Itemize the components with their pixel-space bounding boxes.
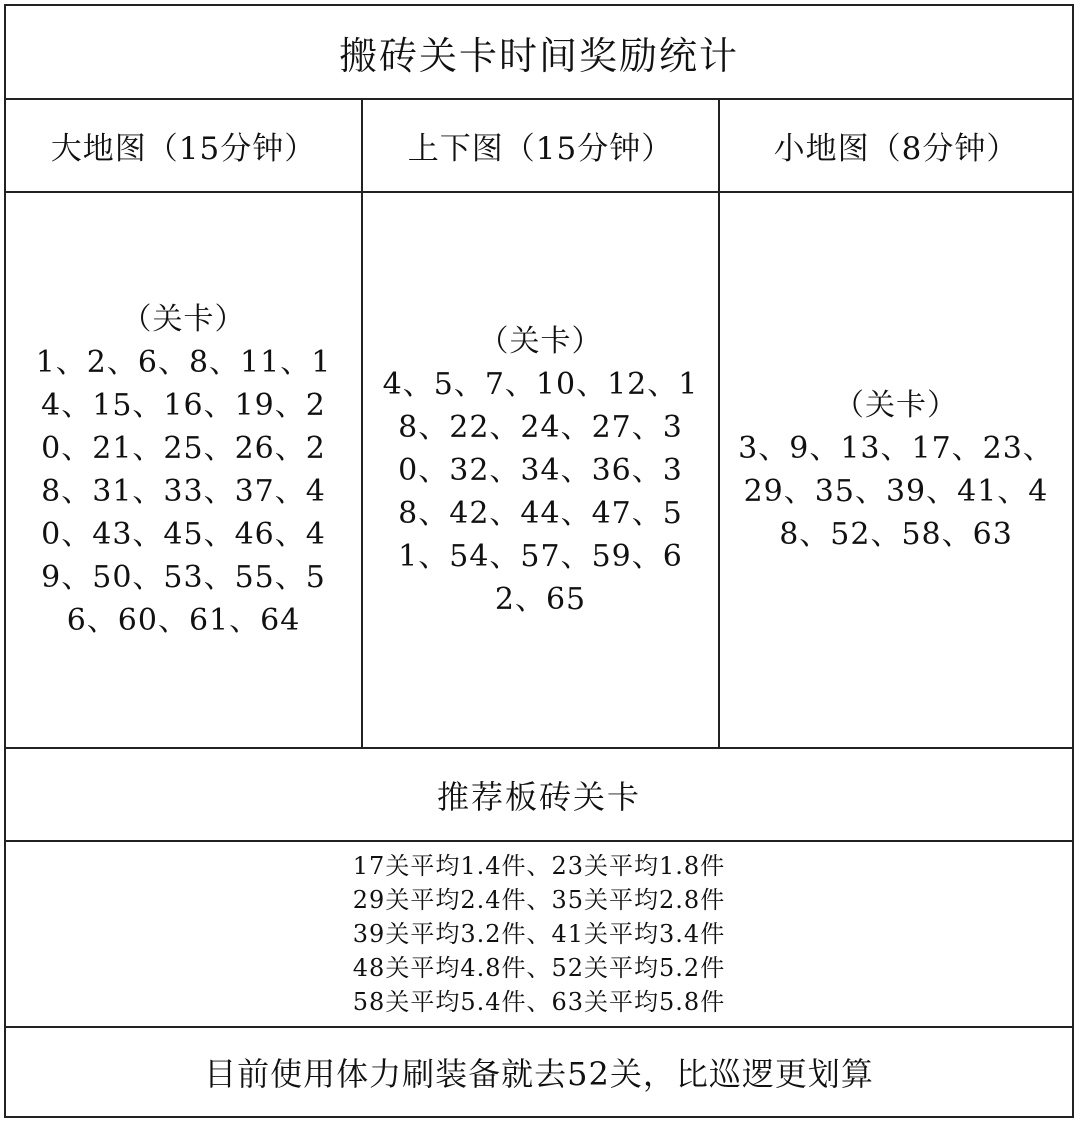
stats-table xyxy=(4,4,1074,1118)
recommend-header-row xyxy=(6,749,1072,842)
levels-label: （关卡） xyxy=(834,388,958,423)
levels-row xyxy=(6,193,1072,749)
footer-note: 目前使用体力刷装备就去52关，比巡逻更划算 xyxy=(204,1055,874,1093)
average-line: 39关平均3.2件、41关平均3.4件 xyxy=(352,920,726,948)
levels-label: （关卡） xyxy=(121,302,246,337)
levels-big-map xyxy=(6,193,363,747)
average-line: 58关平均5.4件、63关平均5.8件 xyxy=(352,988,726,1016)
average-line: 17关平均1.4件、23关平均1.8件 xyxy=(352,852,726,880)
column-header-small-map: 小地图（8分钟） xyxy=(773,131,1019,167)
recommend-header: 推荐板砖关卡 xyxy=(436,777,641,816)
table-title: 搬砖关卡时间奖励统计 xyxy=(338,33,739,78)
column-header-big-map: 大地图（15分钟） xyxy=(6,100,363,191)
levels-label: （关卡） xyxy=(478,323,603,359)
average-line: 48关平均4.8件、52关平均5.2件 xyxy=(352,954,726,982)
levels-small-map xyxy=(720,193,1072,747)
levels-up-down-map xyxy=(363,193,720,747)
averages-row xyxy=(6,842,1072,1028)
footer-row xyxy=(6,1028,1072,1116)
levels-list: 1、2、6、8、11、14、15、16、19、20、21、25、26、28、31、33、37、40、43、45、46、49、50、53、55、56、60、61、64 xyxy=(35,345,332,638)
averages-list xyxy=(6,842,1072,1026)
column-header-up-down-map: 上下图（15分钟） xyxy=(363,100,720,191)
levels-list: 4、5、7、10、12、18、22、24、27、30、32、34、36、38、42、44、47、51、54、57、59、62、65 xyxy=(382,366,699,617)
average-line: 29关平均2.4件、35关平均2.8件 xyxy=(352,886,726,914)
title-row xyxy=(6,6,1072,100)
levels-list: 3、9、13、17、23、29、35、39、41、48、52、58、63 xyxy=(738,431,1054,552)
column-header-row xyxy=(6,100,1072,193)
